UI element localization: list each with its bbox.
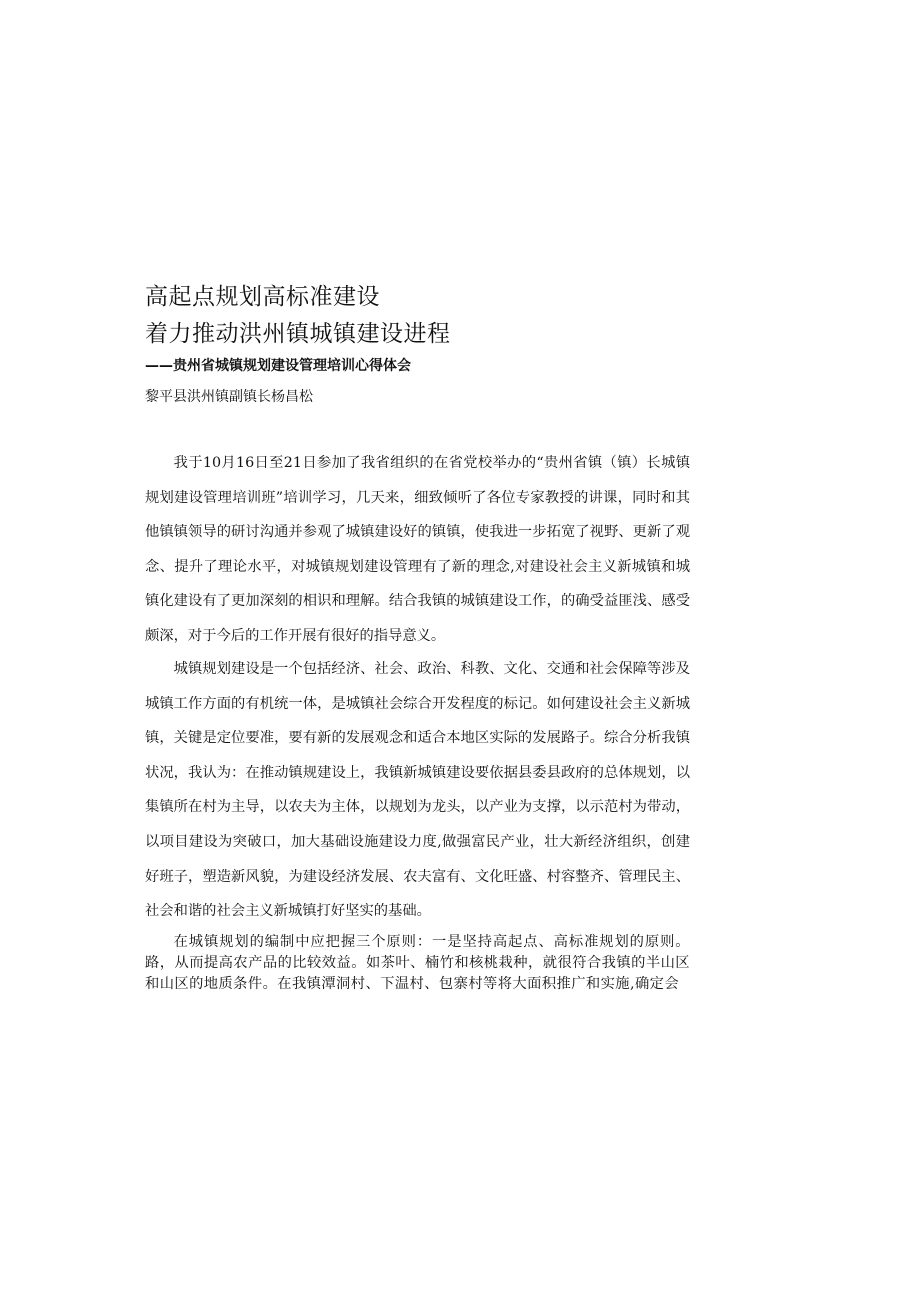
paragraph-2: 城镇规划建设是一个包括经济、社会、政治、科教、文化、交通和社会保障等涉及城镇工作方面的有机统一体，是城镇社会综合开发程度的标记。如何建设社会主义新城镇，关键是定位要准，要有新的发展观念和适合本地区实际的发展路子。综合分析我镇状况，我认为：在推动镇规建设上，我镇新城镇建设要依据县委县政府的总体规划，以集镇所在村为主导，以农夫为主体，以规划为龙头，以产业为支撑，以示范村为带动，以项目建设为突破口，加大基础设施建设力度,做强富民产业，壮大新经济组织，创建好班子，塑造新风貌，为建设经济发展、农夫富有、文化旺盛、村容整齐、管理民主、社会和谐的社会主义新城镇打好坚实的基础。 — [145, 661, 690, 920]
title-line-1: 高起点规划高标准建设 — [145, 284, 380, 310]
author-line: 黎平县洪州镇副镇长杨昌松 — [145, 389, 313, 405]
paragraph-3: 在城镇规划的编制中应把握三个原则：一是坚持高起点、高标准规划的原则。路，从而提高农产品的比较效益。如茶叶、楠竹和核桃栽种，就很符合我镇的半山区和山区的地质条件。在我镇潭洞村、下温村、包寨村等将大面积推广和实施,确定会 — [145, 934, 690, 992]
subtitle: ——贵州省城镇规划建设管理培训心得体会 — [145, 358, 411, 374]
paragraph-1: 我于10月16日至21日参加了我省组织的在省党校举办的“贵州省镇（镇）长城镇规划建设管理培训班”培训学习，几天来，细致倾听了各位专家教授的讲课，同时和其他镇镇领导的研讨沟通并参观了城镇建设好的镇镇，使我进一步拓宽了视野、更新了观念、提升了理论水平，对城镇规划建设管理有了新的理念,对建设社会主义新城镇和城镇化建设有了更加深刻的相识和理解。结合我镇的城镇建设工作，的确受益匪浅、感受颇深，对于今后的工作开展有很好的指导意义。 — [145, 455, 690, 644]
title-line-2: 着力推动洪州镇城镇建设进程 — [145, 321, 451, 347]
